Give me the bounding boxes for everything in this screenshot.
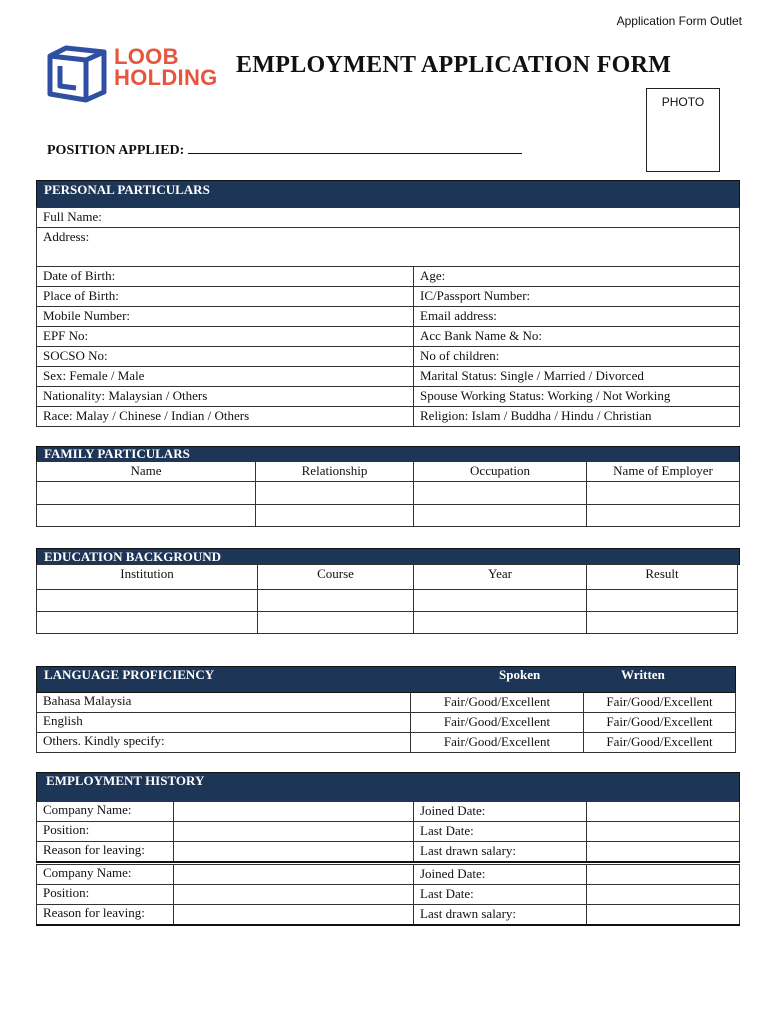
empty-cell[interactable] bbox=[37, 612, 258, 634]
logo-line-2: HOLDING bbox=[114, 65, 218, 90]
position-input-line[interactable] bbox=[188, 141, 522, 154]
address-field[interactable]: Address: bbox=[37, 228, 740, 267]
field-label: Position: bbox=[37, 885, 174, 905]
table-row bbox=[37, 267, 740, 287]
employment-section bbox=[36, 772, 740, 926]
page-title: EMPLOYMENT APPLICATION FORM bbox=[236, 52, 672, 78]
column-header: Result bbox=[587, 565, 738, 590]
field-label: Last drawn salary: bbox=[414, 842, 587, 863]
table-row bbox=[37, 208, 740, 228]
empty-cell[interactable] bbox=[174, 905, 414, 926]
field-label: Joined Date: bbox=[414, 865, 587, 885]
field-cell[interactable]: Sex: Female / Male bbox=[37, 367, 414, 387]
logo-text bbox=[114, 46, 218, 88]
field-cell[interactable]: Age: bbox=[414, 267, 740, 287]
table-row bbox=[37, 482, 740, 505]
table-row bbox=[37, 822, 740, 842]
table-row bbox=[37, 802, 740, 822]
field-label: Last Date: bbox=[414, 822, 587, 842]
language-name: Others. Kindly specify: bbox=[37, 733, 411, 753]
empty-cell[interactable] bbox=[414, 505, 587, 527]
empty-cell[interactable] bbox=[37, 590, 258, 612]
written-header: Written bbox=[621, 667, 665, 682]
empty-cell[interactable] bbox=[174, 885, 414, 905]
education-table bbox=[36, 564, 738, 634]
spoken-level[interactable]: Fair/Good/Excellent bbox=[411, 733, 584, 753]
family-heading: FAMILY PARTICULARS bbox=[36, 446, 740, 462]
photo-label: PHOTO bbox=[661, 95, 705, 109]
field-cell[interactable]: SOCSO No: bbox=[37, 347, 414, 367]
empty-cell[interactable] bbox=[587, 612, 738, 634]
field-label: Joined Date: bbox=[414, 802, 587, 822]
empty-cell[interactable] bbox=[174, 842, 414, 863]
field-cell[interactable]: Religion: Islam / Buddha / Hindu / Christian bbox=[414, 407, 740, 427]
table-row bbox=[37, 713, 736, 733]
empty-cell[interactable] bbox=[256, 505, 414, 527]
employment-table-1 bbox=[36, 801, 740, 863]
field-cell[interactable]: EPF No: bbox=[37, 327, 414, 347]
table-row bbox=[37, 307, 740, 327]
header-tag: Application Form Outlet bbox=[616, 14, 742, 28]
full-name-field[interactable]: Full Name: bbox=[37, 208, 740, 228]
column-header: Relationship bbox=[256, 462, 414, 482]
field-label: Reason for leaving: bbox=[37, 905, 174, 926]
language-name: Bahasa Malaysia bbox=[37, 693, 411, 713]
table-row bbox=[37, 387, 740, 407]
column-header: Year bbox=[414, 565, 587, 590]
field-cell[interactable]: Email address: bbox=[414, 307, 740, 327]
field-label: Last drawn salary: bbox=[414, 905, 587, 926]
position-label: POSITION APPLIED: bbox=[47, 143, 185, 158]
table-row bbox=[37, 407, 740, 427]
personal-section bbox=[36, 180, 740, 427]
field-label: Company Name: bbox=[37, 802, 174, 822]
column-header: Occupation bbox=[414, 462, 587, 482]
field-cell[interactable]: No of children: bbox=[414, 347, 740, 367]
empty-cell[interactable] bbox=[258, 590, 414, 612]
personal-table bbox=[36, 207, 740, 427]
field-cell[interactable]: Race: Malay / Chinese / Indian / Others bbox=[37, 407, 414, 427]
empty-cell[interactable] bbox=[587, 590, 738, 612]
employment-table-2 bbox=[36, 864, 740, 926]
empty-cell[interactable] bbox=[258, 612, 414, 634]
table-row bbox=[37, 612, 738, 634]
empty-cell[interactable] bbox=[414, 612, 587, 634]
empty-cell[interactable] bbox=[587, 482, 740, 505]
empty-cell[interactable] bbox=[587, 802, 740, 822]
empty-cell[interactable] bbox=[587, 885, 740, 905]
empty-cell[interactable] bbox=[587, 905, 740, 926]
company-logo bbox=[46, 44, 218, 104]
education-section bbox=[36, 548, 740, 634]
field-cell[interactable]: Nationality: Malaysian / Others bbox=[37, 387, 414, 407]
table-row bbox=[37, 228, 740, 267]
empty-cell[interactable] bbox=[256, 482, 414, 505]
empty-cell[interactable] bbox=[414, 482, 587, 505]
logo-line-1: LOOB bbox=[114, 44, 179, 69]
table-header-row bbox=[37, 462, 740, 482]
written-level[interactable]: Fair/Good/Excellent bbox=[584, 713, 736, 733]
table-row bbox=[37, 287, 740, 307]
column-header: Course bbox=[258, 565, 414, 590]
field-label: Last Date: bbox=[414, 885, 587, 905]
field-cell[interactable]: Place of Birth: bbox=[37, 287, 414, 307]
logo-box-icon bbox=[46, 44, 108, 104]
empty-cell[interactable] bbox=[37, 482, 256, 505]
empty-cell[interactable] bbox=[587, 865, 740, 885]
family-section bbox=[36, 446, 740, 527]
table-row bbox=[37, 347, 740, 367]
table-row bbox=[37, 693, 736, 713]
column-header: Institution bbox=[37, 565, 258, 590]
language-name: English bbox=[37, 713, 411, 733]
table-row bbox=[37, 905, 740, 926]
table-row bbox=[37, 865, 740, 885]
field-label: Company Name: bbox=[37, 865, 174, 885]
spoken-level[interactable]: Fair/Good/Excellent bbox=[411, 713, 584, 733]
table-row bbox=[37, 327, 740, 347]
field-cell[interactable]: IC/Passport Number: bbox=[414, 287, 740, 307]
spoken-level[interactable]: Fair/Good/Excellent bbox=[411, 693, 584, 713]
family-table bbox=[36, 461, 740, 527]
education-heading: EDUCATION BACKGROUND bbox=[36, 548, 740, 565]
empty-cell[interactable] bbox=[174, 802, 414, 822]
spoken-header: Spoken bbox=[499, 667, 541, 682]
field-cell[interactable]: Spouse Working Status: Working / Not Working bbox=[414, 387, 740, 407]
empty-cell[interactable] bbox=[587, 822, 740, 842]
language-section bbox=[36, 666, 736, 753]
table-header-row bbox=[37, 565, 738, 590]
employment-heading: EMPLOYMENT HISTORY bbox=[36, 772, 740, 802]
field-label: Reason for leaving: bbox=[37, 842, 174, 863]
language-table bbox=[36, 692, 736, 753]
personal-heading: PERSONAL PARTICULARS bbox=[36, 180, 740, 208]
language-heading: LANGUAGE PROFICIENCY bbox=[44, 667, 215, 682]
field-label: Position: bbox=[37, 822, 174, 842]
field-cell[interactable]: Mobile Number: bbox=[37, 307, 414, 327]
empty-cell[interactable] bbox=[587, 842, 740, 863]
empty-cell[interactable] bbox=[174, 865, 414, 885]
table-row bbox=[37, 590, 738, 612]
table-row bbox=[37, 885, 740, 905]
table-row bbox=[37, 842, 740, 863]
column-header: Name bbox=[37, 462, 256, 482]
written-level[interactable]: Fair/Good/Excellent bbox=[584, 693, 736, 713]
empty-cell[interactable] bbox=[414, 590, 587, 612]
empty-cell[interactable] bbox=[587, 505, 740, 527]
empty-cell[interactable] bbox=[37, 505, 256, 527]
field-cell[interactable]: Acc Bank Name & No: bbox=[414, 327, 740, 347]
photo-box[interactable] bbox=[646, 88, 720, 172]
column-header: Name of Employer bbox=[587, 462, 740, 482]
table-row bbox=[37, 733, 736, 753]
empty-cell[interactable] bbox=[174, 822, 414, 842]
field-cell[interactable]: Marital Status: Single / Married / Divorced bbox=[414, 367, 740, 387]
table-row bbox=[37, 367, 740, 387]
table-row bbox=[37, 505, 740, 527]
position-applied bbox=[47, 141, 522, 159]
language-heading-bar bbox=[36, 666, 736, 693]
written-level[interactable]: Fair/Good/Excellent bbox=[584, 733, 736, 753]
field-cell[interactable]: Date of Birth: bbox=[37, 267, 414, 287]
